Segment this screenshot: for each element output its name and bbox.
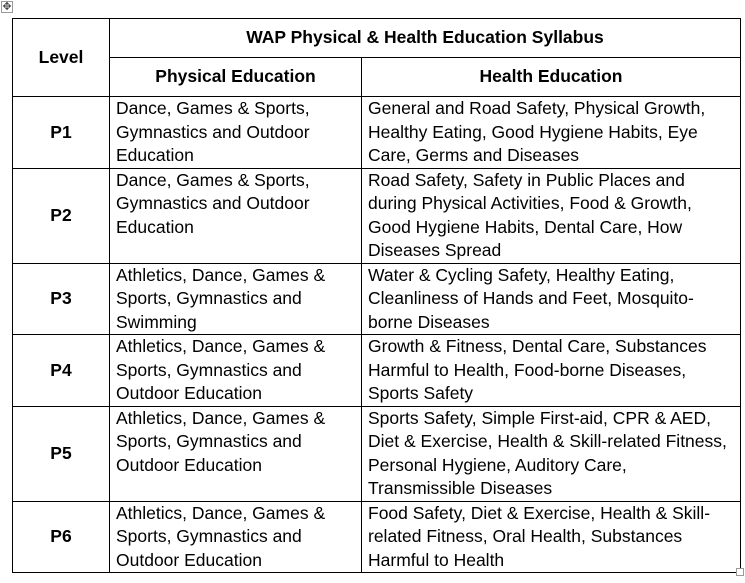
level-cell: P3 — [13, 263, 110, 335]
level-header: Level — [13, 19, 110, 97]
pe-cell: Athletics, Dance, Games & Sports, Gymnastics and Outdoor Education — [110, 501, 362, 573]
pe-cell: Athletics, Dance, Games & Sports, Gymnastics and Outdoor Education — [110, 406, 362, 501]
he-cell: Water & Cycling Safety, Healthy Eating, Cleanliness of Hands and Feet, Mosquito-borne Diseases — [362, 263, 741, 335]
table-row — [13, 406, 741, 501]
syllabus-table — [12, 18, 741, 573]
table-row — [13, 501, 741, 573]
level-cell: P6 — [13, 501, 110, 573]
he-cell: General and Road Safety, Physical Growth, Healthy Eating, Good Hygiene Habits, Eye Care, Germs and Diseases — [362, 97, 741, 169]
level-cell: P2 — [13, 168, 110, 263]
table-title: WAP Physical & Health Education Syllabus — [110, 19, 741, 58]
table-row — [13, 168, 741, 263]
he-cell: Food Safety, Diet & Exercise, Health & Skill-related Fitness, Oral Health, Substances Harmful to Health — [362, 501, 741, 573]
level-cell: P1 — [13, 97, 110, 169]
he-cell: Sports Safety, Simple First-aid, CPR & AED, Diet & Exercise, Health & Skill-related Fitness, Personal Hygiene, Auditory Care, Transmissible Diseases — [362, 406, 741, 501]
pe-header: Physical Education — [110, 58, 362, 97]
he-cell: Road Safety, Safety in Public Places and during Physical Activities, Food & Growth, Good Hygiene Habits, Dental Care, How Diseases Spread — [362, 168, 741, 263]
level-cell: P4 — [13, 335, 110, 407]
table-row — [13, 97, 741, 169]
table-resize-handle[interactable] — [736, 568, 744, 576]
table-move-handle-icon[interactable]: ✥ — [2, 1, 12, 13]
table-row — [13, 263, 741, 335]
pe-cell: Dance, Games & Sports, Gymnastics and Outdoor Education — [110, 168, 362, 263]
pe-cell: Dance, Games & Sports, Gymnastics and Outdoor Education — [110, 97, 362, 169]
he-cell: Growth & Fitness, Dental Care, Substances Harmful to Health, Food-borne Diseases, Sports Safety — [362, 335, 741, 407]
pe-cell: Athletics, Dance, Games & Sports, Gymnastics and Outdoor Education — [110, 335, 362, 407]
table-row — [13, 335, 741, 407]
pe-cell: Athletics, Dance, Games & Sports, Gymnastics and Swimming — [110, 263, 362, 335]
table-header-row — [13, 19, 741, 58]
level-cell: P5 — [13, 406, 110, 501]
table-subheader-row — [13, 58, 741, 97]
he-header: Health Education — [362, 58, 741, 97]
